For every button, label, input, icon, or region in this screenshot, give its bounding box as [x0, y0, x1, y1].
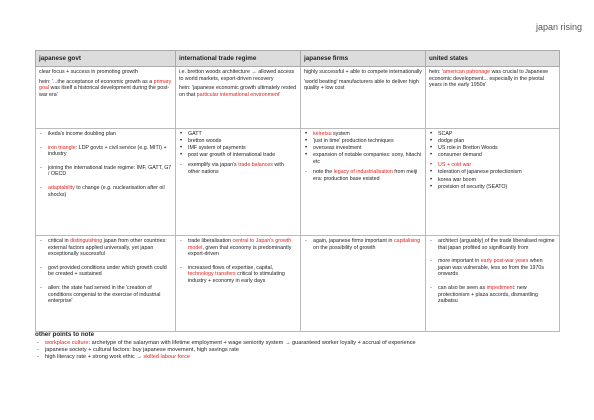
cell-firms-factors — [301, 129, 426, 236]
firms-quote: 'world beating' manufacturers able to deliver high quality + low cost — [304, 78, 419, 92]
header-japanese-govt: japanese govt — [36, 51, 176, 67]
list-item: • bretton woods — [179, 138, 297, 145]
list-item: - iron triangle: LDP govts + civil service (e.g. MITI) + industry — [39, 145, 172, 158]
list-item: • expansion of notable companies: sony, hitachi etc — [304, 152, 422, 165]
list-item: - workplace culture: archetype of the salaryman with lifetime employment + wage seniority system → guaranteed worker loyalty + accrual of experience — [35, 340, 565, 347]
list-item: • korea war boom — [429, 177, 556, 184]
list-item: • SCAP — [429, 131, 556, 138]
list-item: - adaptability to change (e.g. nuclearisation after oil shocks) — [39, 185, 172, 198]
table-row-summary — [36, 67, 560, 129]
us-hein-quote: hein: 'american patronage was crucial to Japanese economic development... especially in the pivotal years in the early 1950s' — [429, 69, 549, 89]
list-item: - can also be seen as impediment: new protectionism + plaza accords, dismantling zaibatsu — [429, 285, 556, 305]
list-item: - again, japanese firms important in capitalising on the possibility of growth — [304, 238, 422, 251]
list-item: - trade liberalisation central to Japan's growth model, given that economy is predominantly export-driven — [179, 238, 297, 258]
cell-govt-summary — [36, 67, 176, 129]
list-item: • provision of security (SEATO) — [429, 184, 556, 191]
cell-firms-summary — [301, 67, 426, 129]
cell-us-significance — [426, 236, 560, 332]
list-item: • overseas investment — [304, 145, 422, 152]
list-item: - exemplify via japan's trade balances with other nations — [179, 162, 297, 175]
cell-firms-significance — [301, 236, 426, 332]
list-item: - critical in distinguishing japan from other countries: external factors applied universally, yet japan exceptionally successful — [39, 238, 172, 258]
comparison-table — [35, 50, 560, 332]
header-japanese-firms: japanese firms — [301, 51, 426, 67]
cell-govt-factors — [36, 129, 176, 236]
list-item: - japanese society + cultural factors: buy japanese movement, high savings rate — [35, 347, 565, 354]
list-item: - govt provided conditions under which growth could be created + sustained — [39, 265, 172, 278]
header-row — [36, 51, 560, 67]
table-row-factors — [36, 129, 560, 236]
list-item: • 'just in time' production techniques — [304, 138, 422, 145]
list-item: • consumer demand — [429, 152, 556, 159]
list-item: - high literacy rate + strong work ethic → skilled labour force — [35, 354, 565, 361]
cell-trade-factors — [176, 129, 301, 236]
list-item: - architect (arguably) of the trade liberalised regime that japan profited so significantly from — [429, 238, 556, 251]
list-item: - allen: the state had served in the 'creation of conditions congenial to the exercise of industrial enterprise' — [39, 285, 172, 305]
header-international-trade-regime: international trade regime — [176, 51, 301, 67]
list-item: - ikeda's income doubling plan — [39, 131, 172, 138]
table-row-significance — [36, 236, 560, 332]
list-item: • keiretsu system — [304, 131, 422, 138]
other-points-section — [35, 331, 565, 361]
list-item: • US role in Bretton Woods — [429, 145, 556, 152]
cell-govt-significance — [36, 236, 176, 332]
cell-us-factors — [426, 129, 560, 236]
cell-trade-summary — [176, 67, 301, 129]
list-item: • post war growth of international trade — [179, 152, 297, 159]
list-item: • US + cold war — [429, 162, 556, 169]
list-item: - note the legacy of industrialisation from meiji era: production base existed — [304, 169, 422, 182]
list-item: • toleration of japanese protectionism — [429, 169, 556, 176]
cell-trade-significance — [176, 236, 301, 332]
list-item: • IMF system of payments — [179, 145, 297, 152]
list-item: - more important in early post-war years when japan was vulnerable, less so from the 1970s onwards — [429, 258, 556, 278]
list-item: • dodge plan — [429, 138, 556, 145]
cell-us-summary — [426, 67, 560, 129]
list-item: • GATT — [179, 131, 297, 138]
list-item: - increased flows of expertise, capital, technology transfers critical to stimulating industry + economy in early days — [179, 265, 297, 285]
govt-summary-text: clear focus + success in promoting growth — [39, 69, 138, 75]
govt-hein-quote: hein: '...the acceptance of economic growth as a primary goal was itself a historical development during the post-war era' — [39, 78, 172, 98]
page-title: japan rising — [535, 22, 582, 32]
header-united-states: united states — [426, 51, 560, 67]
list-item: - joining the international trade regime: IMF, GATT, G7 / OECD — [39, 165, 172, 178]
trade-summary-text: i.e. bretton woods architecture → allowed access to world markets, export-driven recovery — [179, 69, 295, 82]
firms-summary-text: highly successful + able to compete internationally — [304, 69, 422, 75]
trade-hein-quote: hein: 'japanese economic growth ultimately rested on that particular international environment' — [179, 85, 297, 98]
other-points-heading: other points to note — [35, 331, 95, 338]
